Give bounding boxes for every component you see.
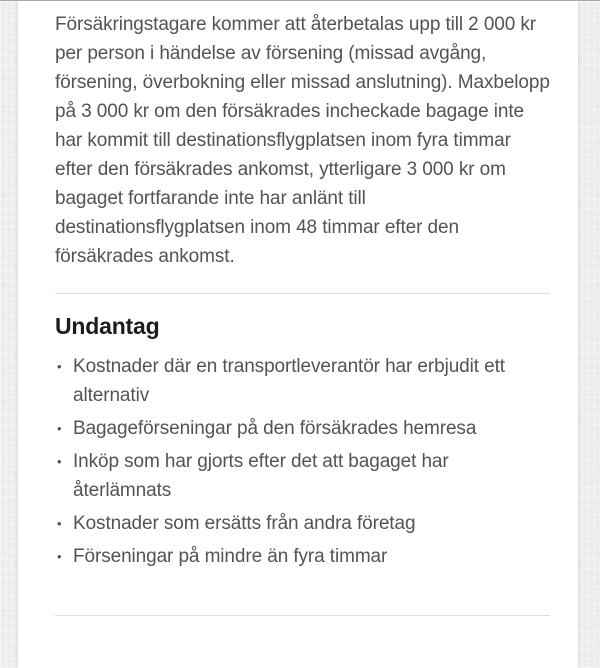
list-item xyxy=(55,414,550,443)
bullet-icon: • xyxy=(57,454,62,469)
section-divider-top xyxy=(55,293,550,294)
exclusions-list xyxy=(55,352,550,571)
list-item-text: Förseningar på mindre än fyra timmar xyxy=(73,546,388,567)
list-item xyxy=(55,447,550,505)
top-border-divider xyxy=(0,0,600,1)
list-item-text: Kostnader där en transportleverantör har erbjudit ett alternativ xyxy=(73,356,505,406)
list-item xyxy=(55,352,550,410)
bullet-icon: • xyxy=(57,421,62,436)
section-divider-bottom xyxy=(55,615,550,616)
list-item xyxy=(55,509,550,538)
list-item-text: Bagageförseningar på den försäkrades hemresa xyxy=(73,418,477,439)
bullet-icon: • xyxy=(57,359,62,374)
list-item-text: Kostnader som ersätts från andra företag xyxy=(73,513,416,534)
bullet-icon: • xyxy=(57,549,62,564)
exclusions-heading: Undantag xyxy=(55,313,160,339)
content-card xyxy=(18,0,578,668)
bullet-icon: • xyxy=(57,516,62,531)
coverage-paragraph: Försäkringstagare kommer att återbetalas upp till 2 000 kr per person i händelse av försening (missad avgång, försening, överbokning eller missad anslutning). Maxbelopp på 3 000 kr om den försäkrades incheckade bagage inte har kommit till destinationsflygplatsen inom fyra timmar efter den försäkrades ankomst, ytterligare 3 000 kr om bagaget fortfarande inte har anlänt till destinationsflygplatsen inom 48 timmar efter den försäkrades ankomst. xyxy=(55,14,550,267)
list-item-text: Inköp som har gjorts efter det att bagaget har återlämnats xyxy=(73,451,449,501)
list-item xyxy=(55,542,550,571)
